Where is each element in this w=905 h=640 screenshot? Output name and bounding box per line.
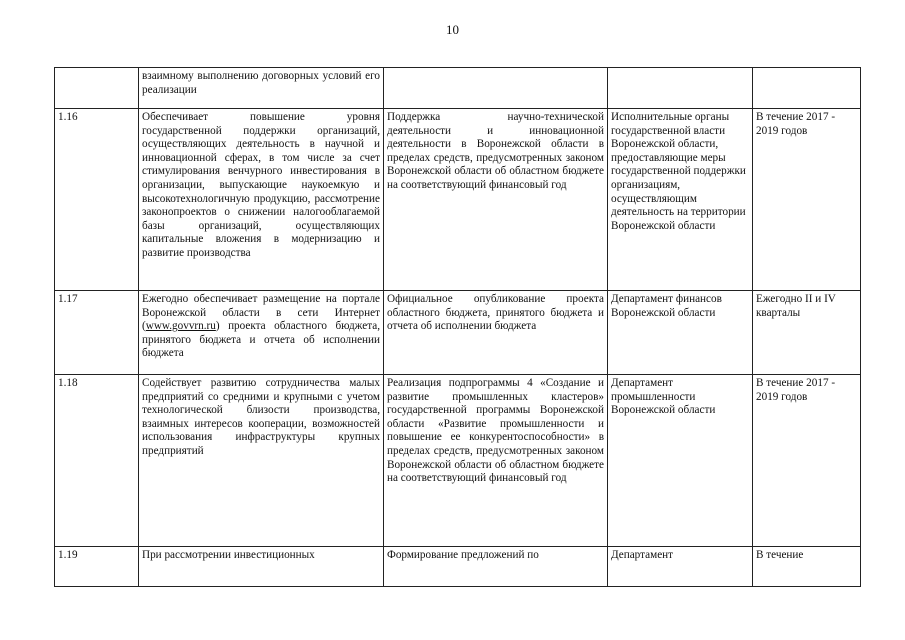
mechanism-cell	[384, 68, 608, 109]
measure-text-end: ) проекта областного бюджета, принятого бюджета и отчета об исполнении бюджета	[142, 320, 380, 360]
row-number: 1.16	[55, 109, 139, 291]
measure-cell: взаимному выполнению договорных условий его реализации	[139, 68, 384, 109]
executor-cell: Департамент	[608, 547, 753, 587]
measure-cell: При рассмотрении инвестиционных	[139, 547, 384, 587]
measure-cell: Содействует развитию сотрудничества малых предприятий со средними и крупными с учетом технологической близости производства, взаимных интересов кооперации, возможностей использования инфраструктуры крупных предприятий	[139, 375, 384, 547]
measures-table	[54, 67, 861, 587]
portal-link[interactable]: www.govvrn.ru	[145, 320, 216, 333]
mechanism-cell: Формирование предложений по	[384, 547, 608, 587]
executor-cell: Департамент промышленности Воронежской области	[608, 375, 753, 547]
row-number: 1.17	[55, 291, 139, 375]
measure-text-start: Ежегодно обеспечивает размещение на портале Воронежской области в сети Интернет (	[142, 293, 380, 333]
row-number	[55, 68, 139, 109]
table-row	[55, 291, 861, 375]
term-cell: В течение	[753, 547, 861, 587]
table-row	[55, 547, 861, 587]
page-number: 10	[446, 22, 459, 37]
mechanism-cell: Официальное опубликование проекта областного бюджета, принятого бюджета и отчета об исполнении бюджета	[384, 291, 608, 375]
row-number: 1.18	[55, 375, 139, 547]
table-row	[55, 109, 861, 291]
row-number: 1.19	[55, 547, 139, 587]
executor-cell: Департамент финансов Воронежской области	[608, 291, 753, 375]
term-cell: В течение 2017 - 2019 годов	[753, 109, 861, 291]
mechanism-cell: Поддержка научно-технической деятельности и инновационной деятельности в Воронежской области в пределах средств, предусмотренных законом Воронежской области об областном бюджете на соответствующий финансовый год	[384, 109, 608, 291]
term-cell: Ежегодно II и IV кварталы	[753, 291, 861, 375]
table-row	[55, 68, 861, 109]
table-row	[55, 375, 861, 547]
executor-cell	[608, 68, 753, 109]
measure-cell: Обеспечивает повышение уровня государственной поддержки организаций, осуществляющих деятельность в научной и инновационной сферах, в том числе за счет стимулирования венчурного инвестирования в организации, выпускающие наукоемкую и высокотехнологичную продукцию, рассмотрение законопроектов о снижении налогооблагаемой базы организаций, осуществляющих капитальные вложения в модернизацию и развитие производства	[139, 109, 384, 291]
term-cell: В течение 2017 - 2019 годов	[753, 375, 861, 547]
executor-cell: Исполнительные органы государственной власти Воронежской области, предоставляющие меры государственной поддержки организациям, осуществляющим деятельность на территории Воронежской области	[608, 109, 753, 291]
term-cell	[753, 68, 861, 109]
mechanism-cell: Реализация подпрограммы 4 «Создание и развитие промышленных кластеров» государственной программы Воронежской области «Развитие промышленности и повышение ее конкурентоспособности» в пределах средств, предусмотренных законом Воронежской области об областном бюджете на соответствующий финансовый год	[384, 375, 608, 547]
measure-cell	[139, 291, 384, 375]
